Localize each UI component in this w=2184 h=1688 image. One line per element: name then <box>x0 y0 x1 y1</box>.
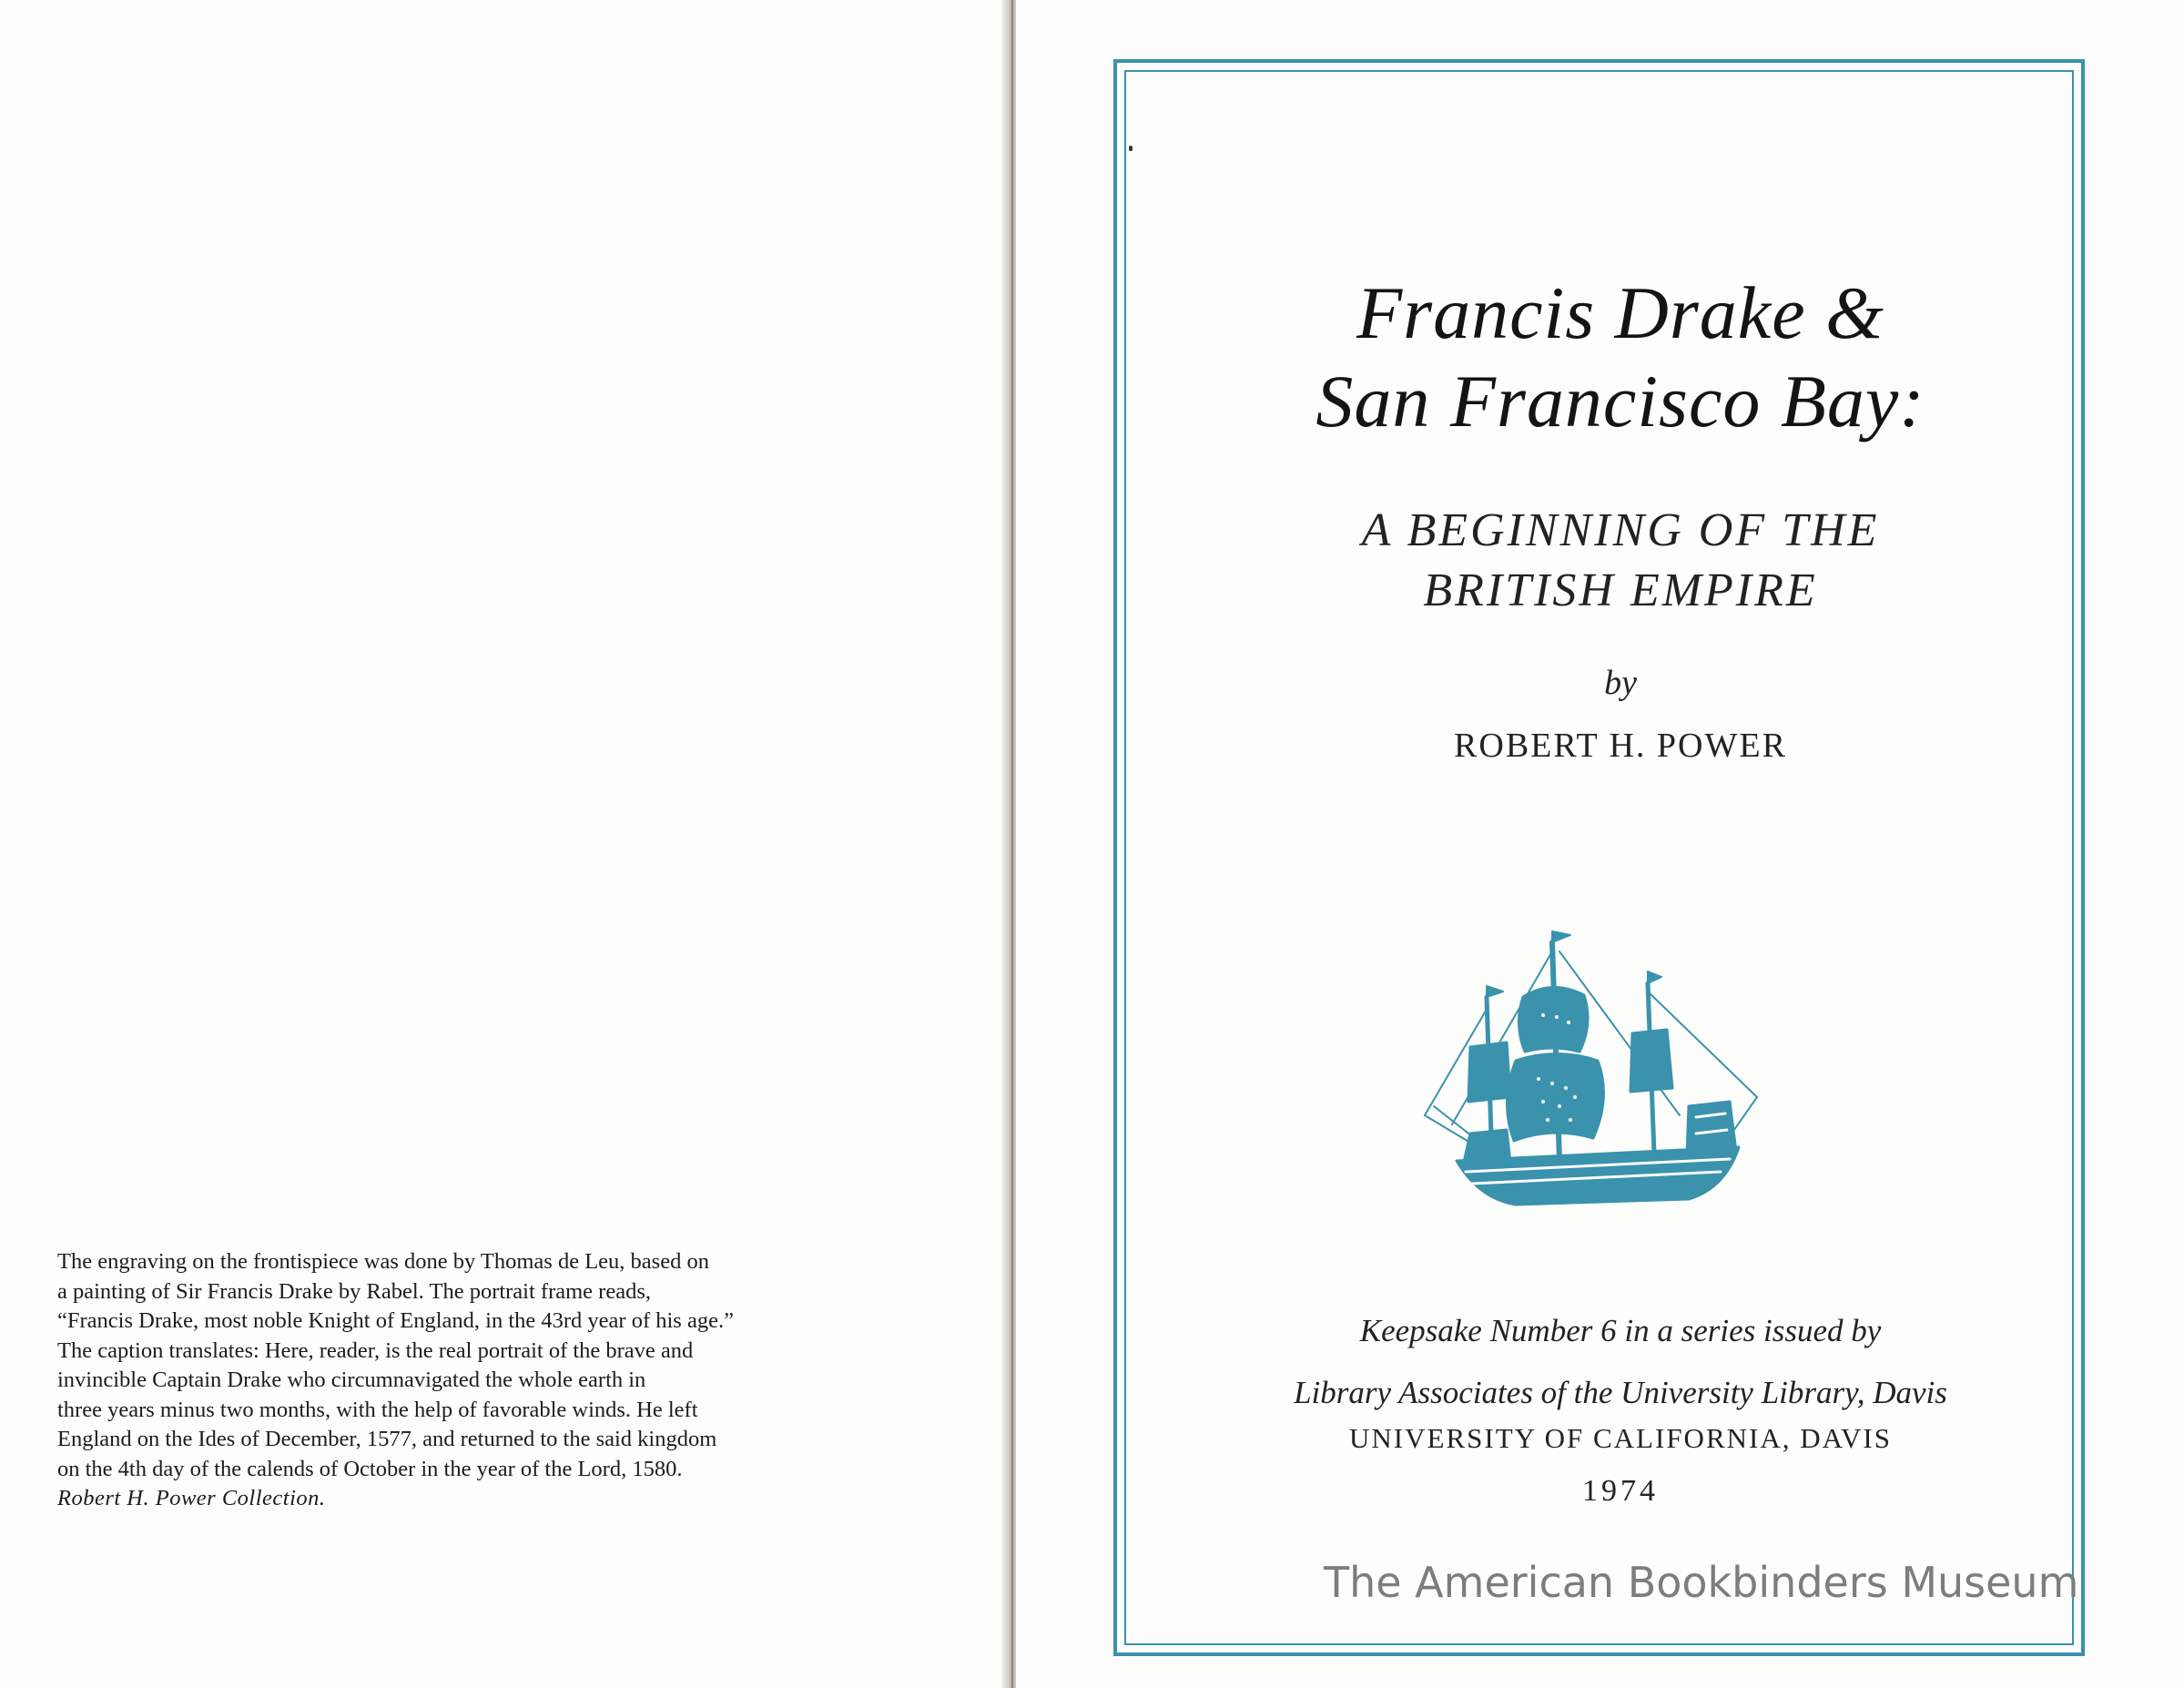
keepsake-line-1: Keepsake Number 6 in a series issued by <box>1359 1313 1882 1348</box>
caption-line: invincible Captain Drake who circumnavigated the whole earth in <box>57 1368 646 1392</box>
frontispiece-caption <box>57 1247 877 1514</box>
title-line-2: San Francisco Bay: <box>1315 360 1925 442</box>
keepsake-line-2: Library Associates of the University Library, Davis <box>1294 1375 1947 1410</box>
publication-year: 1974 <box>1582 1474 1659 1508</box>
author-name: ROBERT H. POWER <box>1454 727 1787 765</box>
caption-line: on the 4th day of the calends of October in the year of the Lord, 1580. <box>57 1456 683 1481</box>
book-subtitle <box>1183 501 2057 621</box>
collection-credit: Robert H. Power Collection. <box>57 1486 326 1510</box>
caption-line: England on the Ides of December, 1577, and returned to the said kingdom <box>57 1427 717 1451</box>
keepsake-note <box>1183 1300 2057 1424</box>
caption-line: a painting of Sir Francis Drake by Rabel. The portrait frame reads, <box>57 1278 651 1304</box>
print-speck <box>1129 146 1133 151</box>
left-page <box>0 0 1009 1688</box>
title-line-1: Francis Drake & <box>1356 271 1884 354</box>
caption-line: The caption translates: Here, reader, is the real portrait of the brave and <box>57 1337 694 1363</box>
gutter-fold <box>1011 0 1013 1688</box>
by-line: by <box>1604 664 1637 702</box>
sailing-ship-icon <box>1416 915 1780 1215</box>
book-title <box>1183 269 2057 445</box>
museum-watermark: The American Bookbinders Museum <box>1324 1558 2079 1607</box>
caption-line: “Francis Drake, most noble Knight of England, in the 43rd year of his age.” <box>57 1308 734 1333</box>
caption-line: The engraving on the frontispiece was done by Thomas de Leu, based on <box>57 1249 709 1274</box>
caption-line: three years minus two months, with the help of favorable winds. He left <box>57 1397 698 1422</box>
subtitle-line-1: A BEGINNING OF THE <box>1361 504 1880 556</box>
publisher: UNIVERSITY OF CALIFORNIA, DAVIS <box>1349 1422 1892 1454</box>
subtitle-line-2: BRITISH EMPIRE <box>1423 564 1818 616</box>
